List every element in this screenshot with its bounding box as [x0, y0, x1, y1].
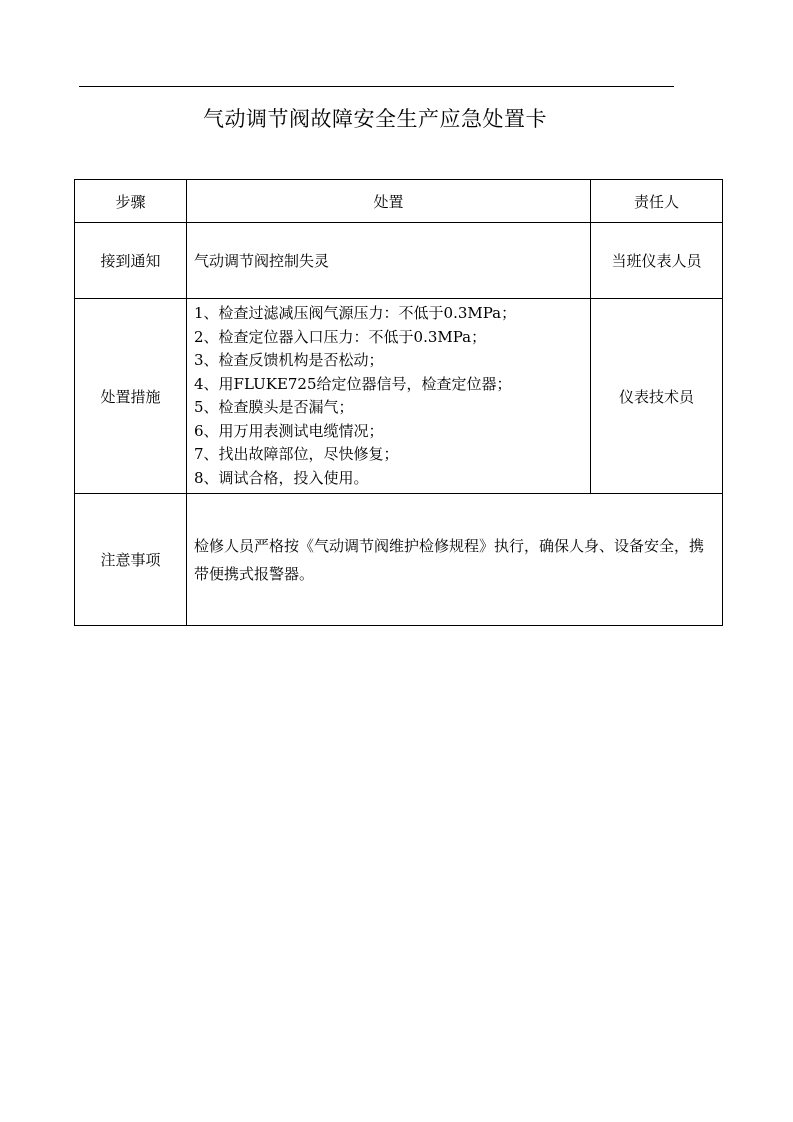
step-cell: 接到通知 — [75, 223, 187, 299]
measure-item: 7、找出故障部位，尽快修复； — [194, 445, 399, 463]
document-title: 气动调节阀故障安全生产应急处置卡 — [203, 107, 547, 131]
responsible-cell: 仪表技术员 — [591, 299, 723, 494]
table-row-cautions — [75, 494, 723, 626]
caution-text: 检修人员严格按《气动调节阀维护检修规程》执行，确保人身、设备安全，携带便携式报警器。 — [194, 536, 705, 583]
emergency-response-table — [74, 179, 723, 626]
measure-item: 8、调试合格，投入使用。 — [194, 468, 369, 487]
step-cell: 注意事项 — [75, 494, 187, 626]
step-cell: 处置措施 — [75, 299, 187, 494]
table-row-measures — [75, 299, 723, 494]
header-step: 步骤 — [75, 180, 187, 223]
measure-item: 1、检查过滤减压阀气源压力：不低于0.3MPa； — [194, 304, 517, 322]
table-row-notification — [75, 223, 723, 299]
action-list-cell — [187, 299, 591, 494]
header-action: 处置 — [187, 180, 591, 223]
table-header-row — [75, 180, 723, 223]
action-cell: 气动调节阀控制失灵 — [187, 223, 591, 299]
responsible-cell: 当班仪表人员 — [591, 223, 723, 299]
caution-cell — [187, 494, 723, 626]
measure-item: 5、检查膜头是否漏气； — [194, 398, 354, 416]
header-responsible: 责任人 — [591, 180, 723, 223]
measure-item: 2、检查定位器入口压力：不低于0.3MPa； — [194, 327, 487, 346]
measure-item: 6、用万用表测试电缆情况； — [194, 421, 384, 440]
header-rule — [79, 86, 674, 87]
measure-item: 4、用FLUKE725给定位器信号，检查定位器； — [194, 374, 512, 393]
measure-item: 3、检查反馈机构是否松动； — [194, 351, 384, 369]
